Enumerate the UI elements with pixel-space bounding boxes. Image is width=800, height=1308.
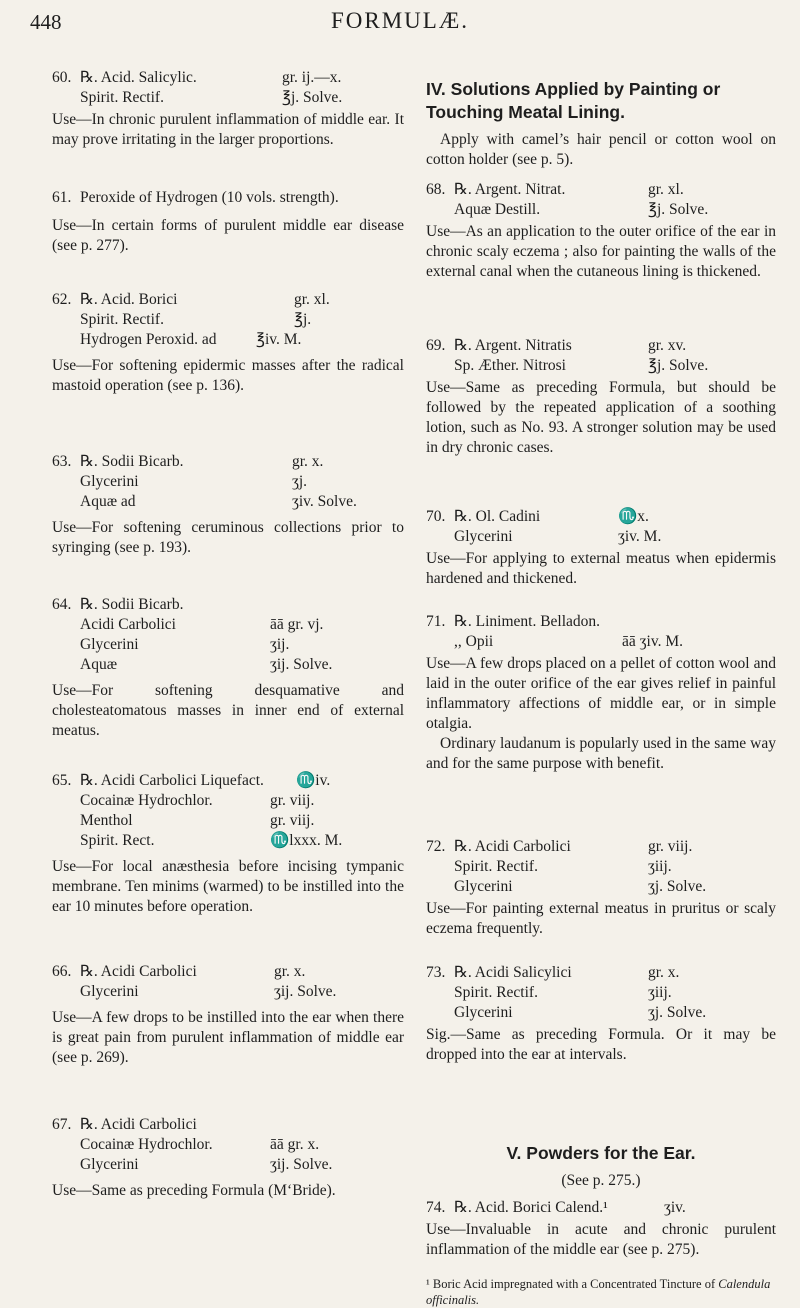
formula-ingredient: 63. <box>52 453 72 470</box>
formula-quantity: ʒiv. Solve. <box>292 493 357 510</box>
formula-line <box>52 492 404 512</box>
formula-ingredient: Acidi Carbolici <box>80 616 176 633</box>
formula-quantity: ℥j. <box>294 311 312 328</box>
formula-ingredient: ℞. Acidi Carbolici <box>454 838 571 855</box>
formula-line <box>52 310 404 330</box>
formula-line <box>426 507 776 527</box>
formula-quantity: ♏lxxx. M. <box>270 832 343 849</box>
formula-line <box>52 1135 404 1155</box>
formula-ingredient: ℞. Acidi Carbolici <box>80 963 197 980</box>
formula-line <box>426 632 776 652</box>
section-intro: Apply with camel’s hair pencil or cotton wool on cotton holder (see p. 5). <box>426 131 776 168</box>
formula-quantity: ℥j. Solve. <box>648 201 709 218</box>
formula-line <box>426 356 776 376</box>
footnote-text: Boric Acid impregnated with a Concentrated Tincture of <box>432 1277 716 1291</box>
formula-line <box>52 982 404 1002</box>
formula-ingredient: Spirit. Rectif. <box>80 89 164 106</box>
formula-66 <box>52 962 404 1068</box>
formula-quantity: ʒiv. <box>664 1199 686 1216</box>
formula-line <box>52 962 404 982</box>
formula-line <box>52 595 404 615</box>
formula-ingredient: Glycerini <box>80 636 139 653</box>
formula-ingredient: Cocainæ Hydrochlor. <box>80 792 213 809</box>
formula-line <box>426 1198 776 1218</box>
formula-quantity: ♏iv. <box>296 772 331 789</box>
section-heading: IV. Solutions Applied by Painting or Touching Meatal Lining. <box>426 79 721 122</box>
formula-ingredient: Glycerini <box>80 983 139 1000</box>
formula-ingredient: Spirit. Rectif. <box>454 984 538 1001</box>
formula-note: Ordinary laudanum is popularly used in the same way and for the same purpose with benefit. <box>426 735 776 772</box>
formula-line <box>426 1003 776 1023</box>
formula-ingredient: Glycerini <box>454 878 513 895</box>
formula-63 <box>52 452 404 558</box>
formula-quantity: gr. viij. <box>648 838 693 855</box>
formula-use-block <box>426 654 776 774</box>
formula-ingredient: ℞. Acidi Salicylici <box>454 964 572 981</box>
formula-quantity: ʒj. <box>292 473 308 490</box>
formula-quantity: ♏x. <box>618 508 649 525</box>
formula-use: Use—A few drops placed on a pellet of cotton wool and laid in the outer orifice of the ear gives relief in painful inflammatory affections of middle ear, or in simple otalgia. <box>426 655 776 732</box>
formula-quantity: ʒij. Solve. <box>270 1156 333 1173</box>
formula-quantity: ℥iv. M. <box>256 331 302 348</box>
formula-ingredient: ℞. Acid. Borici <box>80 291 178 308</box>
formula-ingredient: Spirit. Rect. <box>80 832 155 849</box>
formula-use-block <box>52 857 404 917</box>
formula-quantity: gr. x. <box>648 964 680 981</box>
formula-use-block <box>52 1181 404 1201</box>
formula-ingredient: Glycerini <box>454 1004 513 1021</box>
formula-use-block <box>426 1025 776 1065</box>
formula-69 <box>426 336 776 458</box>
formula-line <box>426 983 776 1003</box>
formula-ingredient: Aquæ <box>80 656 118 673</box>
formula-ingredient: 61. <box>52 189 72 206</box>
formula-ingredient: 68. <box>426 181 446 198</box>
formula-ingredient: ℞. Sodii Bicarb. <box>80 596 184 613</box>
formula-ingredient: 72. <box>426 838 446 855</box>
formula-line <box>52 290 404 310</box>
formula-line <box>52 615 404 635</box>
formula-use: Sig.—Same as preceding Formula. Or it may be dropped into the ear at intervals. <box>426 1026 776 1063</box>
formula-ingredient: Aquæ Destill. <box>454 201 541 218</box>
page-header <box>0 4 800 44</box>
formula-ingredient: ℞. Acidi Carbolici Liquefact. <box>80 772 264 789</box>
formula-64 <box>52 595 404 741</box>
formula-line <box>52 771 404 791</box>
formula-ingredient: Glycerini <box>80 473 139 490</box>
formula-use-block <box>426 549 776 589</box>
formula-74 <box>426 1198 776 1260</box>
formula-quantity: ʒj. Solve. <box>648 878 707 895</box>
formula-ingredient: ℞. Acid. Borici Calend.¹ <box>454 1199 608 1216</box>
formula-line <box>52 188 404 208</box>
formula-72 <box>426 837 776 939</box>
formula-ingredient: Glycerini <box>80 1156 139 1173</box>
formula-ingredient: Glycerini <box>454 528 513 545</box>
formula-ingredient: Spirit. Rectif. <box>80 311 164 328</box>
formula-ingredient: 65. <box>52 772 72 789</box>
formula-60 <box>52 68 404 150</box>
section-sub: (See p. 275.) <box>561 1172 641 1189</box>
formula-quantity: ℥j. Solve. <box>648 357 709 374</box>
formula-line <box>52 655 404 675</box>
formula-ingredient: ℞. Argent. Nitratis <box>454 337 572 354</box>
formula-line <box>426 963 776 983</box>
formula-use: Use—For softening ceruminous collections prior to syringing (see p. 193). <box>52 519 404 556</box>
footnote <box>426 1276 776 1308</box>
formula-quantity: gr. xl. <box>294 291 330 308</box>
formula-use: Use—Invaluable in acute and chronic purulent inflammation of the middle ear (see p. 275). <box>426 1221 776 1258</box>
formula-quantity: ʒij. Solve. <box>270 656 333 673</box>
formula-line <box>426 336 776 356</box>
formula-line <box>52 791 404 811</box>
formula-use: Use—Same as preceding Formula (M‘Bride). <box>52 1182 336 1199</box>
formula-quantity: ʒiv. M. <box>618 528 662 545</box>
formula-ingredient: 73. <box>426 964 446 981</box>
formula-ingredient: Spirit. Rectif. <box>454 858 538 875</box>
formula-70 <box>426 507 776 589</box>
formula-quantity: ʒiij. <box>648 984 672 1001</box>
formula-ingredient: Peroxide of Hydrogen (10 vols. strength). <box>80 189 339 206</box>
formula-line <box>426 877 776 897</box>
formula-line <box>426 527 776 547</box>
formula-ingredient: ℞. Acidi Carbolici <box>80 1116 197 1133</box>
formula-quantity: āā ʒiv. M. <box>622 633 683 650</box>
formula-ingredient: 74. <box>426 1199 446 1216</box>
formula-line <box>52 1155 404 1175</box>
formula-use-block <box>52 1008 404 1068</box>
formula-ingredient: 71. <box>426 613 446 630</box>
formula-65 <box>52 771 404 917</box>
formula-quantity: gr. xl. <box>648 181 684 198</box>
formula-ingredient: Menthol <box>80 812 133 829</box>
footnote-marker: ¹ <box>426 1277 430 1291</box>
formula-ingredient: Aquæ ad <box>80 493 136 510</box>
formula-ingredient: 62. <box>52 291 72 308</box>
formula-ingredient: 67. <box>52 1116 72 1133</box>
formula-quantity: ℥j. Solve. <box>282 89 343 106</box>
formula-use-block <box>426 378 776 458</box>
formula-line <box>426 857 776 877</box>
formula-line <box>52 68 404 88</box>
formula-use-block <box>52 356 404 396</box>
formula-quantity: gr. x. <box>274 963 306 980</box>
formula-use-block <box>52 216 404 256</box>
formula-ingredient: 69. <box>426 337 446 354</box>
formula-quantity: āā gr. vj. <box>270 616 324 633</box>
formula-68 <box>426 180 776 282</box>
footnote-italic: Calendula officinalis. <box>426 1277 771 1307</box>
formula-line <box>52 452 404 472</box>
formula-ingredient: 66. <box>52 963 72 980</box>
formula-use: Use—For painting external meatus in pruritus or scaly eczema frequently. <box>426 900 776 937</box>
formula-use-block <box>426 899 776 939</box>
formula-use-block <box>52 110 404 150</box>
formula-ingredient: ,, Opii <box>454 633 494 650</box>
formula-use: Use—Same as preceding Formula, but should be followed by the repeated application of a soothing lotion, such as No. 93. A stronger solution may be used in dry chronic cases. <box>426 379 776 456</box>
formula-ingredient: ℞. Argent. Nitrat. <box>454 181 566 198</box>
formula-ingredient: ℞. Liniment. Belladon. <box>454 613 601 630</box>
formula-quantity: gr. viij. <box>270 812 315 829</box>
formula-use: Use—For local anæsthesia before incising tympanic membrane. Ten minims (warmed) to be instilled into the ear 10 minutes before operation. <box>52 858 404 915</box>
formula-ingredient: 60. <box>52 69 72 86</box>
running-title: FORMULÆ. <box>330 8 470 33</box>
formula-ingredient: ℞. Sodii Bicarb. <box>80 453 184 470</box>
formula-62 <box>52 290 404 396</box>
formula-use: Use—A few drops to be instilled into the ear when there is great pain from purulent inflammation of middle ear (see p. 269). <box>52 1009 404 1066</box>
formula-67 <box>52 1115 404 1201</box>
section-iv <box>426 78 776 170</box>
formula-quantity: ʒj. Solve. <box>648 1004 707 1021</box>
formula-line <box>52 811 404 831</box>
formula-quantity: ʒij. Solve. <box>274 983 337 1000</box>
formula-line <box>52 1115 404 1135</box>
formula-73 <box>426 963 776 1065</box>
formula-line <box>52 330 404 350</box>
formula-ingredient: Sp. Æther. Nitrosi <box>454 357 566 374</box>
formula-ingredient: 70. <box>426 508 446 525</box>
formula-quantity: ʒij. <box>270 636 290 653</box>
formula-line <box>426 200 776 220</box>
formula-line <box>426 180 776 200</box>
formula-line <box>52 472 404 492</box>
formula-use: Use—For softening epidermic masses after the radical mastoid operation (see p. 136). <box>52 357 404 394</box>
formula-61 <box>52 188 404 256</box>
formula-ingredient: ℞. Acid. Salicylic. <box>80 69 197 86</box>
formula-ingredient: ℞. Ol. Cadini <box>454 508 541 525</box>
formula-line <box>426 837 776 857</box>
formula-ingredient: 64. <box>52 596 72 613</box>
formula-quantity: gr. ij.—x. <box>282 69 342 86</box>
section-v <box>426 1142 776 1191</box>
formula-quantity: gr. x. <box>292 453 324 470</box>
formula-use-block <box>426 1220 776 1260</box>
formula-quantity: gr. xv. <box>648 337 687 354</box>
formula-line <box>426 612 776 632</box>
formula-use: Use—For softening desquamative and cholesteatomatous masses in inner end of external meatus. <box>52 682 404 739</box>
formula-use-block <box>426 222 776 282</box>
formula-use-block <box>52 681 404 741</box>
formula-use: Use—In certain forms of purulent middle ear disease (see p. 277). <box>52 217 404 254</box>
formula-use: Use—As an application to the outer orifice of the ear in chronic scaly eczema ; also for painting the walls of the external canal when the cutaneous lining is thickened. <box>426 223 776 280</box>
section-heading: V. Powders for the Ear. <box>506 1143 696 1163</box>
formula-use: Use—For applying to external meatus when epidermis hardened and thickened. <box>426 550 776 587</box>
formula-ingredient: Cocainæ Hydrochlor. <box>80 1136 213 1153</box>
formula-line <box>52 88 404 108</box>
formula-quantity: gr. viij. <box>270 792 315 809</box>
formula-quantity: āā gr. x. <box>270 1136 320 1153</box>
formula-ingredient: Hydrogen Peroxid. ad <box>80 331 217 348</box>
formula-use-block <box>52 518 404 558</box>
formula-71 <box>426 612 776 774</box>
formula-use-block <box>426 130 776 170</box>
formula-line <box>52 831 404 851</box>
formula-quantity: ʒiij. <box>648 858 672 875</box>
page-number: 448 <box>30 10 62 34</box>
formula-use: Use—In chronic purulent inflammation of middle ear. It may prove irritating in the larger proportions. <box>52 111 404 148</box>
formula-line <box>52 635 404 655</box>
